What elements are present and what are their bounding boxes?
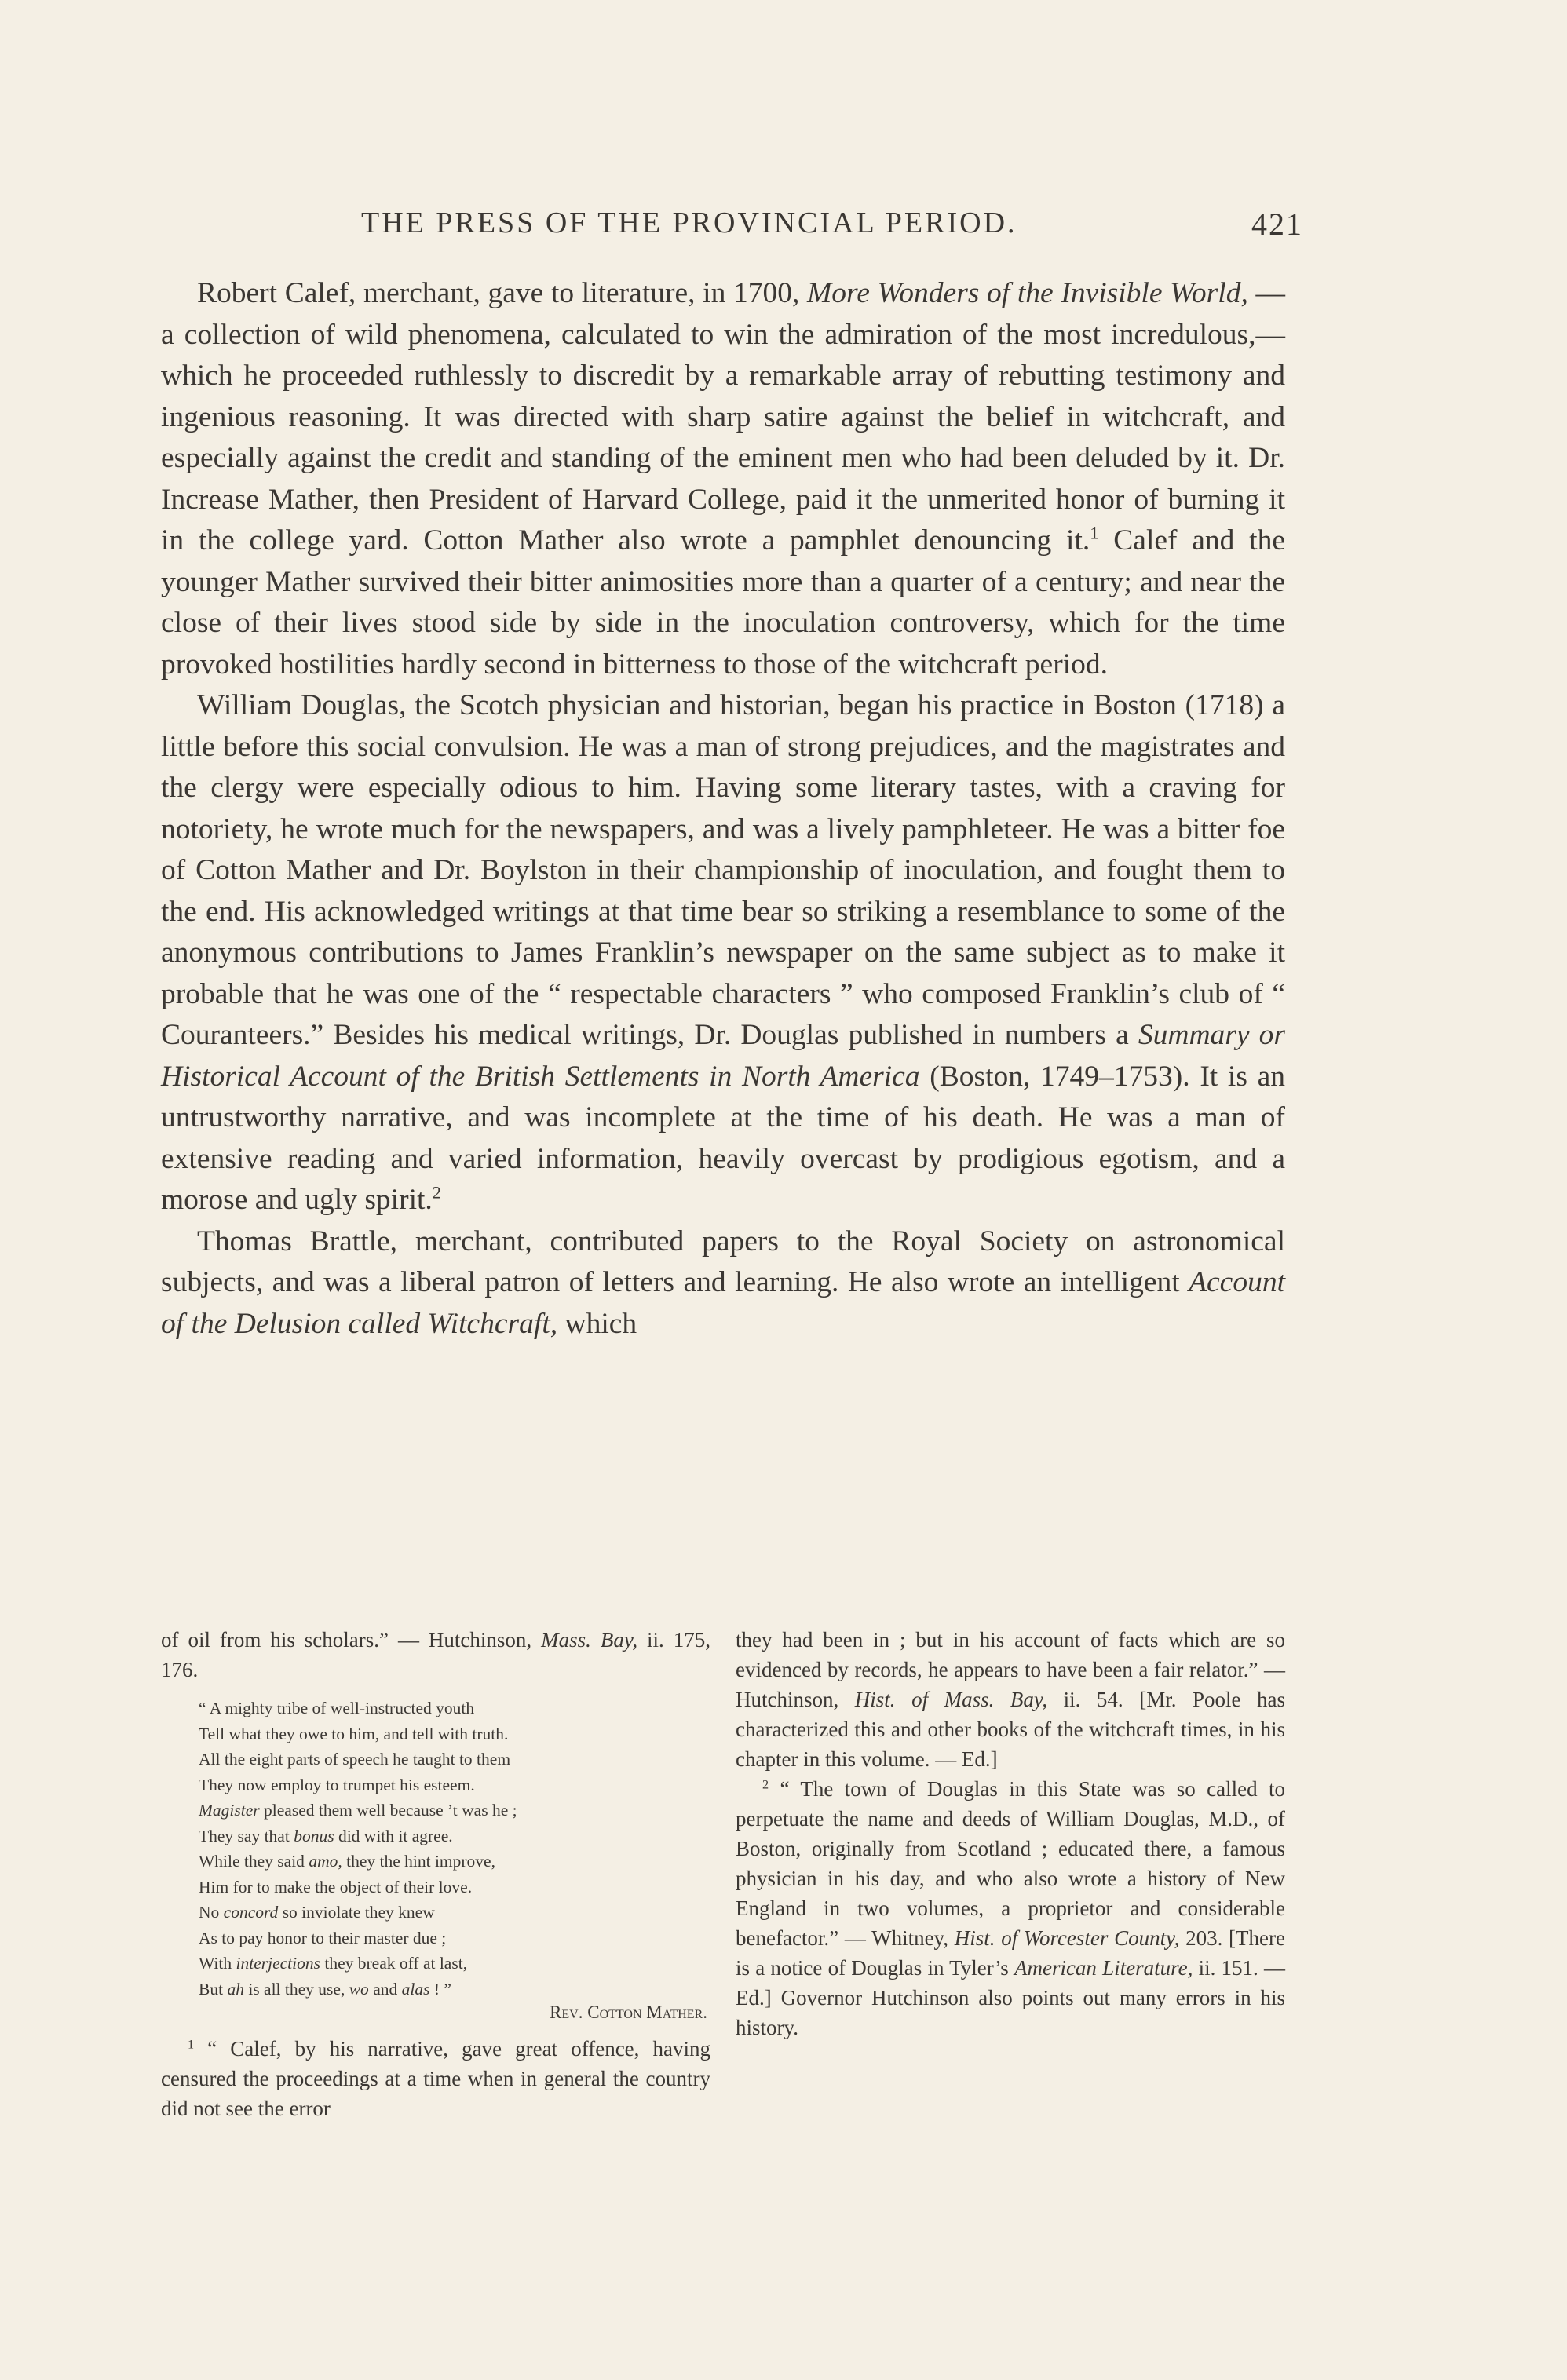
text-run: ii. 54. [Mr. Poole has characterized this and other books of the witchcraft times, in his chapter in this volume. — Ed.]	[736, 1688, 1286, 1771]
text-run: (Boston, 1749–1753). It is an untrustworthy narrative, and was incomplete at the time of his death. He was a man of extensive reading and varied information, heavily overcast by prodigious egotism, and a morose and ugly spirit.	[161, 1060, 1285, 1216]
poem-line	[199, 1900, 710, 1926]
footnotes-left-column	[161, 1625, 710, 2123]
italic-title: wo	[349, 1979, 369, 1999]
running-head	[165, 206, 1303, 245]
poem-line	[199, 1798, 710, 1823]
text-run: They say that	[199, 1826, 294, 1845]
italic-title: interjections	[236, 1954, 320, 1973]
text-run: they break off at last,	[320, 1954, 468, 1973]
paragraph-calef	[161, 273, 1285, 685]
text-run: ii. 151. — Ed.] Governor Hutchinson also points out many errors in his history.	[736, 1956, 1285, 2039]
text-run: and	[368, 1979, 402, 1999]
text-run: ! ”	[429, 1979, 451, 1999]
text-run: “ Calef, by his narrative, gave great offence, having censured the proceedings at a time when in general the country did not see the error	[161, 2036, 710, 2120]
text-run: they the hint improve,	[342, 1852, 495, 1871]
text-run: All the eight parts of speech he taught to them	[199, 1750, 511, 1769]
poem-line	[199, 1849, 710, 1874]
italic-title: alas	[401, 1979, 430, 1999]
text-run: Robert Calef, merchant, gave to literature, in 1700,	[197, 277, 808, 309]
italic-title: amo,	[309, 1852, 342, 1871]
italic-title: American Literature,	[1014, 1956, 1193, 1980]
text-run: “ A mighty tribe of well-instructed youth	[199, 1699, 475, 1717]
poem-line	[199, 1747, 710, 1772]
text-run: which	[557, 1307, 637, 1340]
text-run: “ The town of Douglas in this State was so called to perpetuate the name and deeds of William Douglas, M.D., of Boston, originally from Scotland ; educated there, a famous physician in his day, and who also wrote a history of New England in two volumes, a proprietor and considerable benefactor.” — Whitney,	[736, 1777, 1285, 1950]
text-run: Him for to make the object of their love.	[199, 1877, 473, 1896]
footnote-marker: 2	[432, 1182, 442, 1203]
running-title: THE PRESS OF THE PROVINCIAL PERIOD.	[361, 206, 1017, 239]
poem-line	[199, 1772, 710, 1798]
text-run: William Douglas, the Scotch physician and historian, began his practice in Boston (1718) a little before this social convulsion. He was a man of strong prejudices, and the magistrates and the clergy were especially odious to him. Having some literary tastes, with a craving for notoriety, he wrote much for the newspapers, and was a lively pamphleteer. He was a bitter foe of Cotton Mather and Dr. Boylston in their championship of inoculation, and fought them to the end. His acknowledged writings at that time bear so striking a resemblance to some of the anonymous contributions to James Franklin’s newspaper on the same subject as to make it probable that he was one of the “ respectable characters ” who composed Franklin’s club of “ Couranteers.” Besides his medical writings, Dr. Douglas published in numbers a	[161, 689, 1285, 1051]
poem-line	[199, 1977, 710, 2002]
text-run: Thomas Brattle, merchant, contributed papers to the Royal Society on astronomical subjects, and was a liberal patron of letters and learning. He also wrote an intelligent	[161, 1225, 1285, 1298]
text-run: Tell what they owe to him, and tell with truth.	[199, 1724, 509, 1743]
poem-line	[199, 1951, 710, 1977]
italic-title: More Wonders of the Invisible World,	[807, 277, 1248, 309]
text-run: pleased them well because ’t was he ;	[259, 1801, 517, 1820]
italic-title: Hist. of Mass. Bay,	[854, 1688, 1048, 1711]
text-run: — a collection of wild phenomena, calculated to win the admiration of the most incredulous,— which he proceeded ruthlessly to discredit by a remarkable array of rebutting testimony and ingenious reasoning. It was directed with sharp satire against the belief in witchcraft, and especially against the credit and standing of the eminent men who had been deluded by it. Dr. Increase Mather, then President of Harvard College, paid it the unmerited honor of burning it in the college yard. Cotton Mather also wrote a pamphlet denouncing it.	[161, 277, 1285, 557]
main-text	[161, 273, 1285, 1345]
text-run: did with it agree.	[334, 1826, 453, 1845]
text-run: is all they use,	[243, 1979, 349, 1999]
poem-attribution: Rev. Cotton Mather.	[550, 2002, 707, 2022]
text-run: As to pay honor to their master due ;	[199, 1928, 447, 1947]
italic-title: Account of the Delusion called Witchcraft,	[161, 1266, 1285, 1340]
italic-title: bonus	[294, 1826, 334, 1845]
italic-title: concord	[223, 1903, 279, 1922]
text-run: ii. 175, 176.	[161, 1628, 710, 1681]
italic-title: Hist. of Worcester County,	[954, 1926, 1180, 1950]
text-run: Calef and the younger Mather survived their bitter animosities more than a quarter of a century; and near the close of their lives stood side by side in the inoculation controversy, which for the time provoked hostilities hardly second in bitterness to those of the witchcraft period.	[161, 524, 1285, 681]
text-run: they had been in ; but in his account of facts which are so evidenced by records, he appears to have been a fair relator.” — Hutchinson,	[736, 1628, 1285, 1711]
footnote-1	[161, 2034, 710, 2123]
poem-line	[199, 1823, 710, 1849]
poem-line	[199, 1721, 710, 1747]
text-run: But	[199, 1979, 228, 1999]
italic-title: Magister	[199, 1801, 260, 1820]
poem-line	[199, 1874, 710, 1900]
footnote-marker: 1	[1090, 523, 1099, 543]
paragraph-brattle	[161, 1221, 1285, 1345]
text-run: of oil from his scholars.” — Hutchinson,	[161, 1628, 542, 1652]
italic-title: Mass. Bay,	[541, 1628, 638, 1652]
italic-title: ah	[227, 1979, 244, 1999]
text-run: With	[199, 1954, 236, 1973]
poem-line	[199, 1696, 710, 1721]
text-run: so inviolate they knew	[278, 1903, 435, 1922]
footnote-2	[736, 1774, 1285, 2042]
footnote-marker: 1	[188, 2036, 195, 2051]
poem-quotation	[199, 1696, 710, 2026]
footnote-marker: 2	[762, 1777, 769, 1792]
text-run: No	[199, 1903, 224, 1922]
footnotes-right-column	[736, 1625, 1285, 2042]
paragraph-douglas	[161, 685, 1285, 1221]
page-number: 421	[1251, 206, 1303, 242]
text-run: 203. [There is a notice of Douglas in Tyler’s	[736, 1926, 1285, 1980]
text-run: While they said	[199, 1852, 309, 1871]
poem-line	[199, 1926, 710, 1951]
text-run: They now employ to trumpet his esteem.	[199, 1775, 475, 1794]
footnote-continuation	[161, 1625, 710, 1685]
italic-title: Summary or Historical Account of the British Settlements in North America	[161, 1019, 1285, 1093]
footnote-1-continuation	[736, 1625, 1285, 1774]
